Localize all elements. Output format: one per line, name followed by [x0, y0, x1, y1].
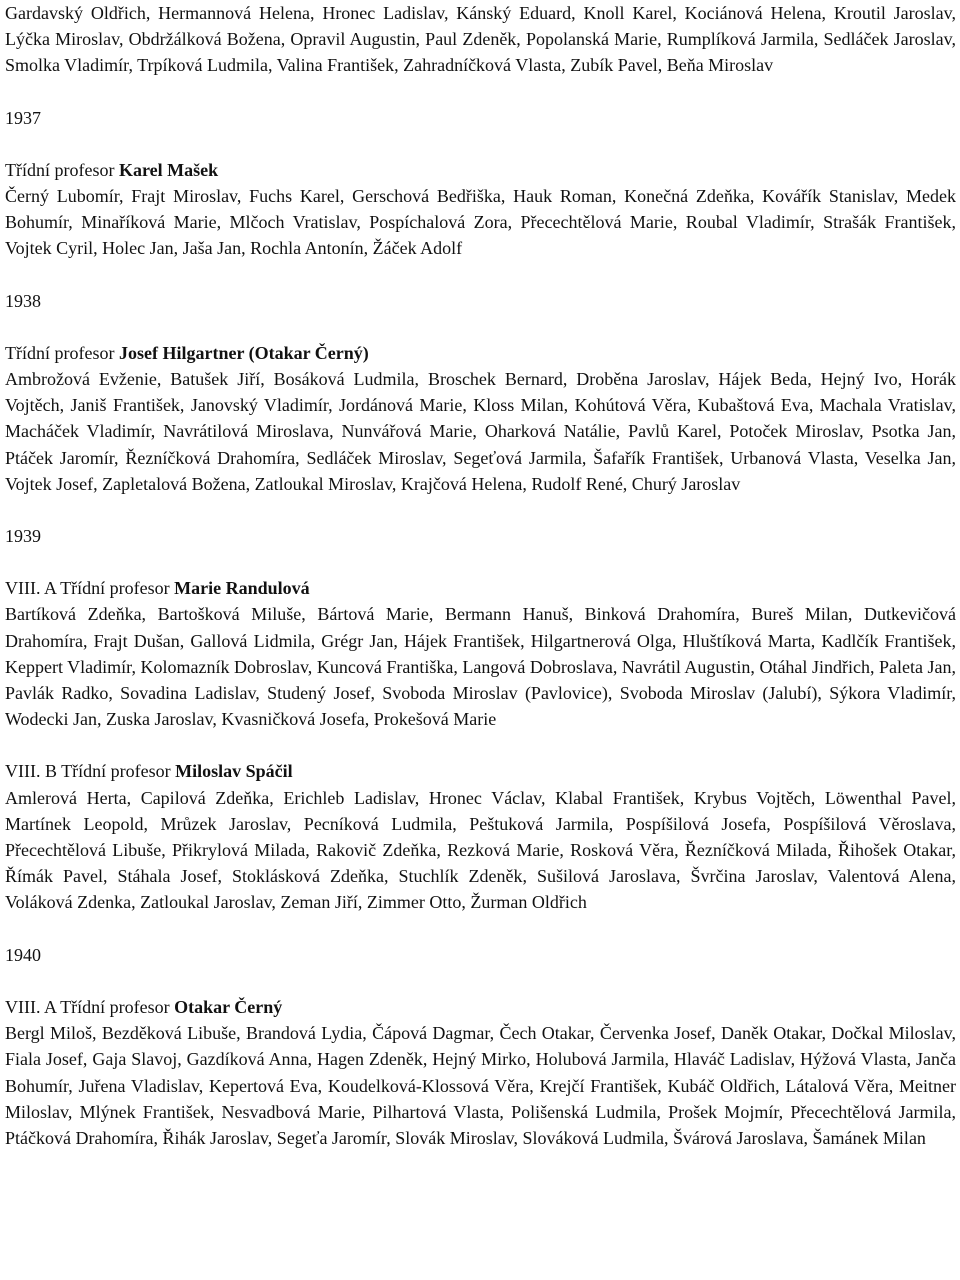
student-list: Černý Lubomír, Frajt Miroslav, Fuchs Karel, Gerschová Bedřiška, Hauk Roman, Konečná Zdeňka, Kovářík Stanislav, Medek Bohumír, Minaříková Marie, Mlčoch Vratislav, Pospíchalová Zora, Přecechtělová Marie, Roubal Vladimír, Strašák František, Vojtek Cyril, Holec Jan, Jaša Jan, Rochla Antonín, Žáček Adolf: [5, 186, 956, 259]
teacher-name: Miloslav Spáčil: [175, 761, 293, 782]
class-label: VIII. A Třídní profesor: [5, 578, 175, 599]
class-heading: [5, 994, 956, 1020]
student-list: Bergl Miloš, Bezděková Libuše, Brandová Lydia, Čápová Dagmar, Čech Otakar, Červenka Josef, Daněk Otakar, Dočkal Miloslav, Fiala Josef, Gaja Slavoj, Gazdíková Anna, Hagen Zdeněk, Hejný Mirko, Holubová Jarmila, Hlaváč Ladislav, Hýžová Vlasta, Janča Bohumír, Juřena Vladislav, Kepertová Eva, Koudelková-Klossová Věra, Krejčí František, Kubáč Oldřich, Látalová Věra, Meitner Miloslav, Mlýnek František, Nesvadbová Marie, Pilhartová Vlasta, Polišenská Ludmila, Prošek Mojmír, Přecechtělová Jarmila, Ptáčková Drahomíra, Řihák Jaroslav, Segeťa Jaromír, Slovák Miroslav, Slováková Ludmila, Švárová Jaroslava, Šamánek Milan: [5, 1023, 956, 1148]
student-list: Amlerová Herta, Capilová Zdeňka, Erichleb Ladislav, Hronec Václav, Klabal František, Krybus Vojtěch, Löwenthal Pavel, Martínek Leopold, Mrůzek Jaroslav, Pecníková Ludmila, Peštuková Jarmila, Pospíšilová Josefa, Pospíšilová Věroslava, Přecechtělová Libuše, Přikrylová Milada, Rakovič Zdeňka, Rezková Marie, Rosková Věra, Řezníčková Milada, Řihošek Otakar, Římák Pavel, Stáhala Josef, Stoklásková Zdeňka, Stuchlík Zdeněk, Sušilová Jaroslava, Švrčina Jaroslav, Valentová Alena, Voláková Zdenka, Zatloukal Jaroslav, Zeman Jiří, Zimmer Otto, Žurman Oldřich: [5, 787, 956, 913]
class-label: VIII. A Třídní profesor: [5, 996, 175, 1017]
class-label: VIII. B Třídní profesor: [5, 761, 176, 782]
year-heading-1940: 1940: [5, 944, 41, 965]
teacher-name: Josef Hilgartner (Otakar Černý): [118, 342, 369, 363]
student-list: Ambrožová Evženie, Batušek Jiří, Bosáková Ludmila, Broschek Bernard, Droběna Jaroslav, Hájek Beda, Hejný Ivo, Horák Vojtěch, Janiš František, Janovský Vladimír, Jordánová Marie, Kloss Milan, Kohútová Věra, Kubaštová Eva, Machala Vratislav, Macháček Vladimír, Navrátilová Miroslava, Nunvářová Marie, Oharková Natálie, Pavlů Karel, Potoček Miroslav, Psotka Jan, Ptáček Jaromír, Řezníčková Drahomíra, Sedláček Miroslav, Segeťová Jarmila, Šafařík František, Urbanová Vlasta, Veselka Jan, Vojtek Josef, Zapletalová Božena, Zatloukal Miroslav, Krajčová Helena, Rudolf René, Churý Jaroslav: [5, 369, 956, 494]
teacher-name: Otakar Černý: [174, 996, 283, 1017]
year-heading-1937: 1937: [5, 107, 41, 128]
class-heading: [5, 575, 956, 601]
teacher-name: Karel Mašek: [118, 159, 219, 180]
intro-name-list: Gardavský Oldřich, Hermannová Helena, Hronec Ladislav, Kánský Eduard, Knoll Karel, Kociánová Helena, Kroutil Jaroslav, Lýčka Miroslav, Obdržálková Božena, Opravil Augustin, Paul Zdeněk, Popolanská Marie, Rumplíková Jarmila, Sedláček Jaroslav, Smolka Vladimír, Trpíková Ludmila, Valina František, Zahradníčková Vlasta, Zubík Pavel, Beňa Miroslav: [5, 3, 956, 76]
class-label: Třídní profesor: [5, 342, 119, 363]
class-heading: [5, 758, 956, 784]
student-list: Bartíková Zdeňka, Bartošková Miluše, Bártová Marie, Bermann Hanuš, Binková Drahomíra, Bureš Milan, Dutkevičová Drahomíra, Frajt Dušan, Gallová Lidmila, Grégr Jan, Hájek František, Hilgartnerová Olga, Hluštíková Marta, Kadlčík František, Keppert Vladimír, Kolomazník Dobroslav, Kuncová Františka, Langová Dobroslava, Navrátil Augustin, Otáhal Jindřich, Paleta Jan, Pavlák Radko, Sovadina Ladislav, Studený Josef, Svoboda Miroslav (Pavlovice), Svoboda Miroslav (Jalubí), Sýkora Vladimír, Wodecki Jan, Zuska Jaroslav, Kvasničková Josefa, Prokešová Marie: [5, 604, 956, 730]
spacer: [5, 732, 956, 758]
year-heading-1939: 1939: [5, 526, 41, 547]
class-heading: [5, 340, 956, 366]
class-heading: [5, 157, 956, 183]
teacher-name: Marie Randulová: [174, 578, 310, 599]
year-heading-1938: 1938: [5, 290, 41, 311]
class-label: Třídní profesor: [5, 159, 119, 180]
